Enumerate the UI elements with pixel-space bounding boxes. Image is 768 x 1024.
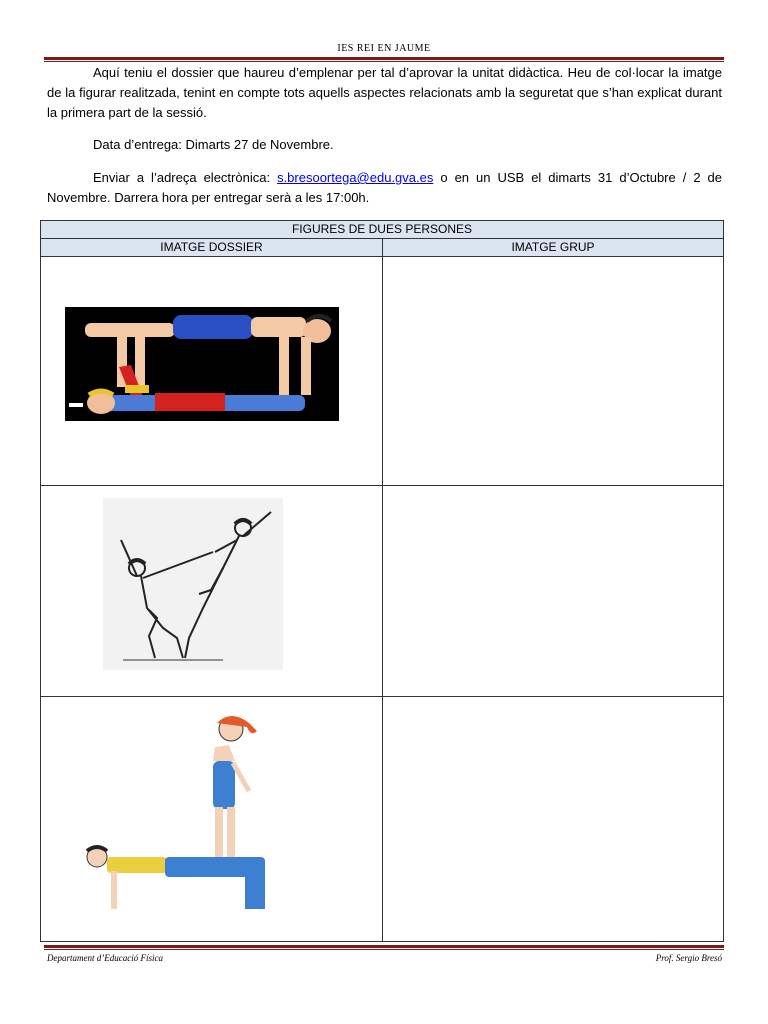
table-row	[41, 257, 724, 486]
figure-balance-pair-image	[103, 498, 283, 675]
email-link[interactable]: s.bresoortega@edu.gva.es	[277, 170, 434, 185]
header-rule	[44, 57, 724, 62]
footer	[47, 953, 722, 963]
dossier-image-cell	[41, 257, 383, 486]
figure-standing-on-plank-image	[81, 711, 281, 922]
submission-text-after: o en un USB el dimarts 31 d’Octubre / 2 de Novembre. Darrera hora per entregar serà a les 17:00h.	[47, 170, 723, 205]
table-row	[41, 697, 724, 942]
header-school: IES REI EN JAUME	[337, 43, 431, 54]
figure-plank-over-plank-image	[65, 307, 339, 426]
table-title: FIGURES DE DUES PERSONES	[41, 221, 724, 239]
footer-teacher: Prof. Sergio Bresó	[655, 953, 722, 963]
instructions-paragraph: Aquí teniu el dossier que haureu d’emplenar per tal d’aprovar la unitat didàctica. Heu de col·locar la imatge de la figurar realitzada, tenint en compte tots aquells aspectes relacionats amb la seguretat que s’han explicat durant la primera part de la sessió.	[47, 65, 722, 120]
figures-table	[40, 220, 724, 942]
footer-department: Departament d’Educació Física	[47, 953, 163, 963]
group-image-cell[interactable]	[383, 257, 724, 486]
group-image-cell[interactable]	[383, 486, 724, 697]
submission-paragraph	[47, 168, 722, 208]
column-header-dossier: IMATGE DOSSIER	[41, 239, 383, 257]
dossier-image-cell	[41, 486, 383, 697]
due-date: Data d’entrega: Dimarts 27 de Novembre.	[93, 137, 334, 152]
footer-rule	[44, 945, 724, 950]
table-row	[41, 486, 724, 697]
dossier-image-cell	[41, 697, 383, 942]
group-image-cell[interactable]	[383, 697, 724, 942]
column-header-grup: IMATGE GRUP	[383, 239, 724, 257]
submission-text-before: Enviar a l’adreça electrònica:	[93, 170, 278, 185]
